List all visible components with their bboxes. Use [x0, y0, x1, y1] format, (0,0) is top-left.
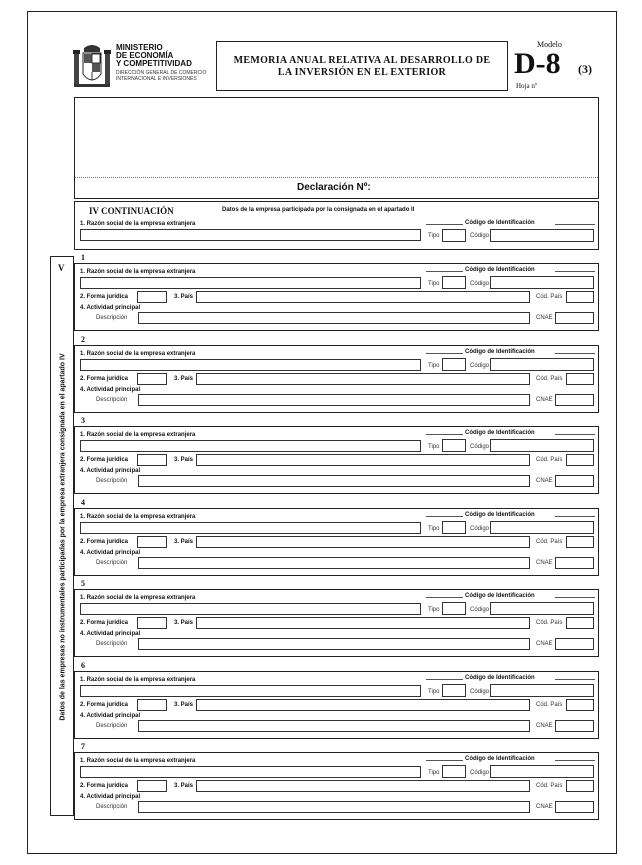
entry-codigo-label: Código [470, 281, 490, 287]
codigo-line [426, 597, 463, 598]
entry-pais-input[interactable] [196, 373, 530, 385]
modelo-label: Modelo [537, 40, 562, 49]
codigo-id-label: Código de Identificación [465, 220, 535, 226]
codigo-line [426, 353, 463, 354]
entry-number: 1 [81, 253, 85, 262]
entry-pais-label: 3. País [174, 620, 194, 626]
ministry-line: DE ECONOMÍA [116, 51, 174, 60]
codigo-line [426, 224, 463, 225]
entry-codigo-label: Código [470, 444, 490, 450]
directorate-name [116, 70, 206, 82]
entry-cod-pais-label: Cód. País [536, 701, 563, 708]
entry-codigo-input[interactable] [490, 521, 594, 534]
section-iv-subtitle: Datos de la empresa participada por la consignada en el apartado II [222, 207, 415, 213]
entry-descripcion-input[interactable] [138, 801, 530, 813]
entry-forma-label: 2. Forma jurídica [80, 294, 129, 300]
entry-codigo-label: Código [470, 770, 490, 776]
entry-cod-pais-input[interactable] [566, 536, 594, 548]
entry-razon-input[interactable] [80, 603, 421, 615]
entry-cnae-label: CNAE [536, 478, 553, 484]
entry-tipo-label: Tipo [428, 607, 440, 613]
codigo-line [426, 271, 463, 272]
entry-tipo-input[interactable] [442, 521, 466, 534]
directorate-line: DIRECCIÓN GENERAL DE COMERCIO [116, 70, 207, 76]
entry-tipo-input[interactable] [442, 684, 466, 697]
declaration-divider [75, 177, 598, 178]
entry-tipo-label: Tipo [428, 525, 440, 532]
entry-cod-pais-input[interactable] [566, 780, 594, 792]
entry-codigo-input[interactable] [490, 276, 594, 289]
entry-cnae-label: CNAE [536, 641, 553, 647]
entry-codigo-input[interactable] [490, 765, 594, 778]
entry-actividad-label: 4. Actividad principal [80, 386, 141, 393]
entry-cnae-label: CNAE [536, 315, 553, 321]
entry-descripcion-label: Descripción [96, 641, 128, 647]
razon-input[interactable] [80, 229, 421, 241]
entry-cnae-label: CNAE [536, 804, 553, 810]
entry-codigo-input[interactable] [490, 602, 594, 615]
entry-pais-label: 3. País [174, 783, 194, 789]
entry-pais-label: 3. País [174, 457, 194, 463]
entry-number: 4 [81, 497, 85, 507]
entry-cnae-label: CNAE [536, 559, 553, 566]
entry-codigo-id-label: Código de Identificación [465, 430, 535, 436]
entry-number: 6 [81, 660, 85, 670]
tipo-input[interactable] [442, 229, 466, 242]
section-v-roman: V [58, 263, 65, 273]
codigo-input[interactable] [490, 229, 594, 242]
codigo-line [555, 353, 595, 354]
government-crest-icon [72, 44, 112, 90]
entry-cnae-input[interactable] [555, 557, 594, 569]
entry-forma-label: 2. Forma jurídica [80, 783, 129, 789]
entry-descripcion-label: Descripción [96, 315, 128, 321]
entry-descripcion-label: Descripción [96, 722, 128, 729]
declaration-label: Declaración Nº: [297, 182, 371, 193]
entry-number: 5 [81, 579, 85, 588]
entry-tipo-label: Tipo [428, 362, 440, 369]
entry-cod-pais-input[interactable] [566, 454, 594, 466]
codigo-line [555, 679, 595, 680]
codigo-line [555, 597, 595, 598]
codigo-line [555, 760, 595, 761]
entry-tipo-input[interactable] [442, 439, 466, 452]
entry-descripcion-label: Descripción [96, 478, 128, 484]
entry-descripcion-label: Descripción [96, 804, 128, 810]
entry-forma-input[interactable] [137, 699, 167, 711]
entry-razon-label: 1. Razón social de la empresa extranjera [80, 513, 196, 520]
entry-descripcion-label: Descripción [96, 396, 128, 403]
entry-cod-pais-input[interactable] [566, 699, 594, 711]
entry-codigo-input[interactable] [490, 439, 594, 452]
entry-pais-input[interactable] [196, 699, 530, 711]
entry-actividad-label: 4. Actividad principal [80, 712, 141, 719]
modelo-sheet: (3) [578, 62, 592, 76]
entry-cnae-label: CNAE [536, 396, 553, 403]
entry-forma-label: 2. Forma jurídica [80, 457, 129, 463]
entry-actividad-label: 4. Actividad principal [80, 305, 141, 311]
entry-forma-input[interactable] [137, 373, 167, 385]
entry-razon-label: 1. Razón social de la empresa extranjera [80, 350, 196, 357]
entry-cod-pais-label: Cód. País [536, 294, 563, 300]
entry-cnae-input[interactable] [555, 801, 594, 813]
codigo-line [555, 224, 595, 225]
codigo-label: Código [470, 233, 490, 239]
entry-cnae-input[interactable] [555, 720, 594, 732]
entry-razon-label: 1. Razón social de la empresa extranjera [80, 269, 196, 275]
entry-cod-pais-label: Cód. País [536, 538, 563, 545]
entry-number: 3 [81, 416, 85, 425]
entry-cnae-input[interactable] [555, 312, 594, 324]
entry-descripcion-label: Descripción [96, 559, 128, 566]
entry-cod-pais-label: Cód. País [536, 375, 563, 382]
entry-razon-input[interactable] [80, 359, 421, 371]
entry-actividad-label: 4. Actividad principal [80, 468, 141, 474]
entry-pais-label: 3. País [174, 375, 194, 382]
entry-tipo-label: Tipo [428, 688, 440, 695]
entry-pais-input[interactable] [196, 291, 530, 303]
entry-forma-input[interactable] [137, 291, 167, 303]
entry-tipo-input[interactable] [442, 358, 466, 371]
entry-codigo-id-label: Código de Identificación [465, 267, 535, 273]
razon-label: 1. Razón social de la empresa extranjera [80, 221, 196, 227]
entry-forma-label: 2. Forma jurídica [80, 375, 129, 382]
entry-tipo-input[interactable] [442, 765, 466, 778]
entry-cod-pais-label: Cód. País [536, 783, 563, 789]
entry-tipo-input[interactable] [442, 276, 466, 289]
entry-cnae-input[interactable] [555, 394, 594, 406]
entry-forma-label: 2. Forma jurídica [80, 620, 129, 626]
entry-cnae-input[interactable] [555, 638, 594, 650]
entry-razon-input[interactable] [80, 766, 421, 778]
entry-forma-input[interactable] [137, 780, 167, 792]
directorate-line: INTERNACIONAL E INVERSIONES [116, 76, 197, 82]
codigo-line [426, 679, 463, 680]
entry-razon-input[interactable] [80, 685, 421, 697]
entry-codigo-id-label: Código de Identificación [465, 511, 535, 518]
entry-descripcion-input[interactable] [138, 475, 530, 487]
codigo-line [555, 516, 595, 517]
entry-codigo-input[interactable] [490, 358, 594, 371]
entry-razon-label: 1. Razón social de la empresa extranjera [80, 676, 196, 683]
entry-actividad-label: 4. Actividad principal [80, 794, 141, 800]
tipo-label: Tipo [428, 233, 440, 239]
entry-forma-label: 2. Forma jurídica [80, 701, 129, 708]
entry-codigo-label: Código [470, 525, 490, 532]
section-iv-title: IV CONTINUACIÓN [89, 206, 174, 216]
entry-razon-input[interactable] [80, 440, 421, 452]
entry-forma-input[interactable] [137, 454, 167, 466]
entry-cod-pais-input[interactable] [566, 617, 594, 629]
entry-codigo-label: Código [470, 607, 490, 613]
entry-forma-label: 2. Forma jurídica [80, 538, 129, 545]
section-v-vertical-label: Datos de las empresas no instrumentales participadas por la empresa extranjera consignada en el apartado IV [59, 353, 67, 721]
entry-codigo-id-label: Código de Identificación [465, 756, 535, 762]
codigo-line [555, 434, 595, 435]
entry-cnae-input[interactable] [555, 475, 594, 487]
entry-codigo-id-label: Código de Identificación [465, 348, 535, 355]
entry-razon-input[interactable] [80, 522, 421, 534]
entry-codigo-label: Código [470, 688, 490, 695]
codigo-line [555, 271, 595, 272]
entry-forma-input[interactable] [137, 536, 167, 548]
form-title: MEMORIA ANUAL RELATIVA AL DESARROLLO DE LA INVERSIÓN EN EL EXTERIOR [233, 55, 491, 78]
codigo-line [426, 760, 463, 761]
entry-descripcion-input[interactable] [138, 312, 530, 324]
entry-codigo-label: Código [470, 362, 490, 369]
entry-pais-label: 3. País [174, 294, 194, 300]
entry-pais-input[interactable] [196, 780, 530, 792]
entry-codigo-input[interactable] [490, 684, 594, 697]
entry-tipo-label: Tipo [428, 770, 440, 776]
entry-razon-label: 1. Razón social de la empresa extranjera [80, 432, 196, 438]
codigo-line [426, 434, 463, 435]
entry-descripcion-input[interactable] [138, 720, 530, 732]
modelo-code: D-8 [514, 47, 561, 80]
section-v-sidebar [50, 256, 74, 816]
entry-razon-input[interactable] [80, 277, 421, 289]
entry-cod-pais-input[interactable] [566, 291, 594, 303]
entry-number: 7 [81, 742, 85, 751]
header-blank-area [74, 97, 599, 199]
entry-descripcion-input[interactable] [138, 557, 530, 569]
entry-tipo-label: Tipo [428, 281, 440, 287]
entry-cnae-label: CNAE [536, 722, 553, 729]
entry-actividad-label: 4. Actividad principal [80, 549, 141, 556]
entry-cod-pais-input[interactable] [566, 373, 594, 385]
entry-descripcion-input[interactable] [138, 394, 530, 406]
entry-pais-input[interactable] [196, 536, 530, 548]
entry-cod-pais-label: Cód. País [536, 620, 563, 626]
entry-pais-input[interactable] [196, 454, 530, 466]
title-box [216, 41, 508, 91]
entry-actividad-label: 4. Actividad principal [80, 631, 141, 637]
entry-razon-label: 1. Razón social de la empresa extranjera [80, 758, 196, 764]
entry-cod-pais-label: Cód. País [536, 457, 563, 463]
entry-pais-input[interactable] [196, 617, 530, 629]
entry-forma-input[interactable] [137, 617, 167, 629]
ministry-line: MINISTERIO [116, 43, 163, 52]
entry-codigo-id-label: Código de Identificación [465, 593, 535, 599]
entry-razon-label: 1. Razón social de la empresa extranjera [80, 595, 196, 601]
entry-number: 2 [81, 334, 85, 344]
entry-tipo-input[interactable] [442, 602, 466, 615]
entry-pais-label: 3. País [174, 538, 194, 545]
entry-descripcion-input[interactable] [138, 638, 530, 650]
ministry-line: Y COMPETITIVIDAD [116, 59, 192, 68]
codigo-line [426, 516, 463, 517]
entry-pais-label: 3. País [174, 701, 194, 708]
hoja-label: Hoja nº [516, 82, 538, 90]
entry-tipo-label: Tipo [428, 444, 440, 450]
ministry-name [116, 44, 192, 68]
entry-codigo-id-label: Código de Identificación [465, 674, 535, 681]
